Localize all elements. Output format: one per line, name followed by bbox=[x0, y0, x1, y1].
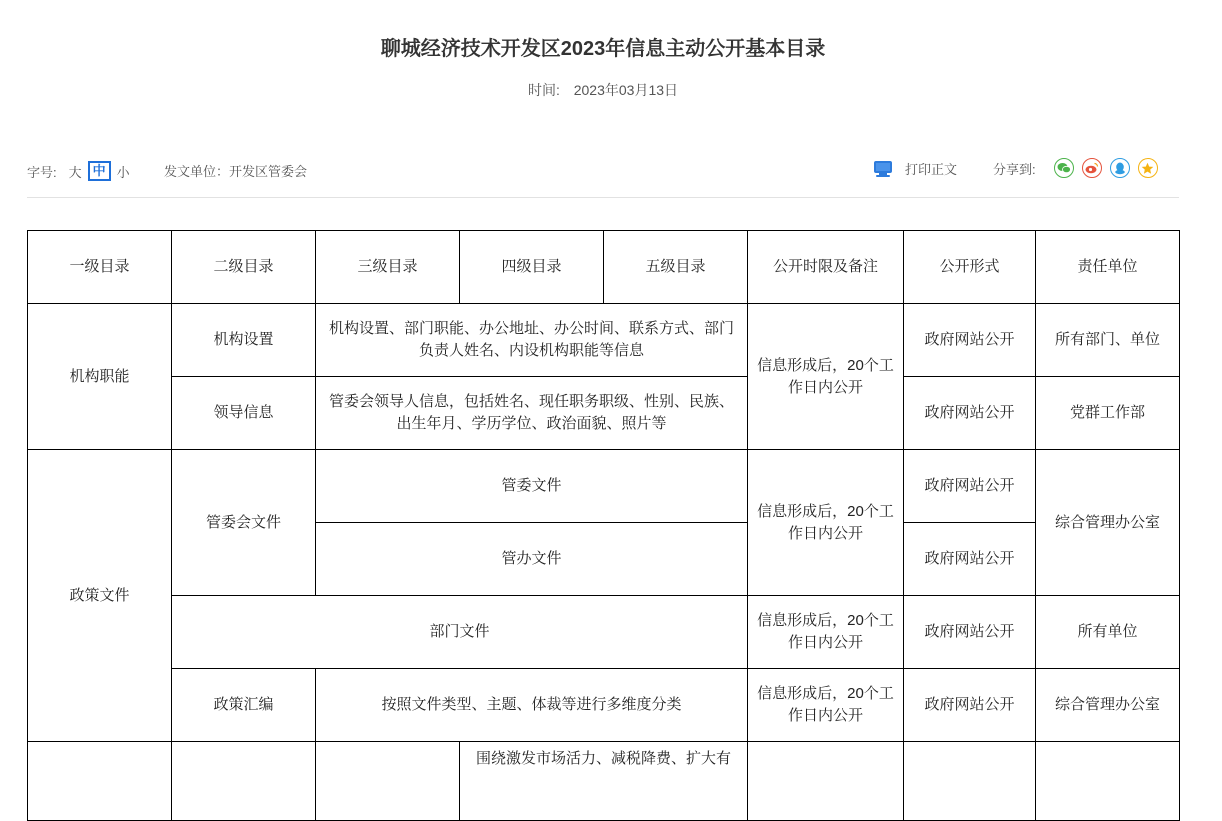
form-cell: 政府网站公开 bbox=[904, 304, 1036, 377]
header-cell: 五级目录 bbox=[604, 231, 748, 304]
level3-cell bbox=[316, 742, 460, 821]
header-cell: 四级目录 bbox=[460, 231, 604, 304]
form-cell: 政府网站公开 bbox=[904, 596, 1036, 669]
timing-cell: 信息形成后，20个工作日内公开 bbox=[748, 304, 904, 450]
catalog-table bbox=[27, 230, 1180, 821]
level2-cell: 机构设置 bbox=[172, 304, 316, 377]
content-cell: 机构设置、部门职能、办公地址、办公时间、联系方式、部门负责人姓名、内设机构职能等信息 bbox=[316, 304, 748, 377]
level1-cell bbox=[28, 742, 172, 821]
print-label: 打印正文 bbox=[905, 161, 958, 177]
share-label: 分享到: bbox=[993, 161, 1036, 177]
table-row bbox=[28, 450, 1180, 523]
header-cell: 三级目录 bbox=[316, 231, 460, 304]
article-toolbar bbox=[27, 155, 1179, 183]
date-label: 时间: bbox=[527, 82, 560, 98]
header-cell: 二级目录 bbox=[172, 231, 316, 304]
issuer-info: 发文单位：开发区管委会 bbox=[164, 164, 308, 179]
page-title: 聊城经济技术开发区2023年信息主动公开基本目录 bbox=[380, 38, 826, 60]
qq-icon[interactable] bbox=[1110, 158, 1130, 178]
unit-cell: 党群工作部 bbox=[1036, 377, 1180, 450]
unit-cell: 所有部门、单位 bbox=[1036, 304, 1180, 377]
qzone-icon[interactable] bbox=[1138, 158, 1158, 178]
table-row bbox=[28, 304, 1180, 377]
font-size-label: 字号: bbox=[27, 164, 57, 180]
table-row bbox=[28, 377, 1180, 450]
content-cell: 围绕激发市场活力、减税降费、扩大有 bbox=[460, 742, 748, 821]
timing-cell: 信息形成后，20个工作日内公开 bbox=[748, 596, 904, 669]
level2-cell: 管委会文件 bbox=[172, 450, 316, 596]
header-cell: 公开时限及备注 bbox=[748, 231, 904, 304]
font-size-small[interactable]: 小 bbox=[116, 164, 130, 180]
form-cell: 政府网站公开 bbox=[904, 523, 1036, 596]
unit-cell: 综合管理办公室 bbox=[1036, 669, 1180, 742]
header-cell: 责任单位 bbox=[1036, 231, 1180, 304]
timing-cell: 信息形成后，20个工作日内公开 bbox=[748, 669, 904, 742]
header-cell: 一级目录 bbox=[28, 231, 172, 304]
table-row bbox=[28, 742, 1180, 821]
timing-cell bbox=[748, 742, 904, 821]
weibo-icon[interactable] bbox=[1082, 158, 1102, 178]
form-cell: 政府网站公开 bbox=[904, 377, 1036, 450]
content-cell: 部门文件 bbox=[172, 596, 748, 669]
level1-cell: 政策文件 bbox=[28, 450, 172, 742]
unit-cell: 所有单位 bbox=[1036, 596, 1180, 669]
publish-date bbox=[0, 80, 1206, 100]
form-cell bbox=[904, 742, 1036, 821]
form-cell: 政府网站公开 bbox=[904, 669, 1036, 742]
unit-cell bbox=[1036, 742, 1180, 821]
table-row bbox=[28, 596, 1180, 669]
font-size-large[interactable]: 大 bbox=[68, 164, 82, 180]
header-cell: 公开形式 bbox=[904, 231, 1036, 304]
unit-cell: 综合管理办公室 bbox=[1036, 450, 1180, 596]
print-button[interactable] bbox=[873, 158, 957, 178]
font-size-medium[interactable]: 中 bbox=[88, 161, 111, 181]
content-cell: 管办文件 bbox=[316, 523, 748, 596]
level2-cell bbox=[172, 742, 316, 821]
timing-cell: 信息形成后，20个工作日内公开 bbox=[748, 450, 904, 596]
level1-cell: 机构职能 bbox=[28, 304, 172, 450]
form-cell: 政府网站公开 bbox=[904, 450, 1036, 523]
level2-cell: 政策汇编 bbox=[172, 669, 316, 742]
table-header-row bbox=[28, 231, 1180, 304]
share-bar bbox=[993, 158, 1158, 178]
font-size-switcher bbox=[27, 161, 130, 181]
table-row bbox=[28, 669, 1180, 742]
content-cell: 按照文件类型、主题、体裁等进行多维度分类 bbox=[316, 669, 748, 742]
level2-cell: 领导信息 bbox=[172, 377, 316, 450]
toolbar-divider bbox=[27, 197, 1179, 198]
content-cell: 管委会领导人信息，包括姓名、现任职务职级、性别、民族、出生年月、学历学位、政治面貌、照片等 bbox=[316, 377, 748, 450]
wechat-icon[interactable] bbox=[1054, 158, 1074, 178]
date-value: 2023年03月13日 bbox=[573, 82, 679, 98]
content-cell: 管委文件 bbox=[316, 450, 748, 523]
monitor-print-icon bbox=[873, 158, 893, 178]
